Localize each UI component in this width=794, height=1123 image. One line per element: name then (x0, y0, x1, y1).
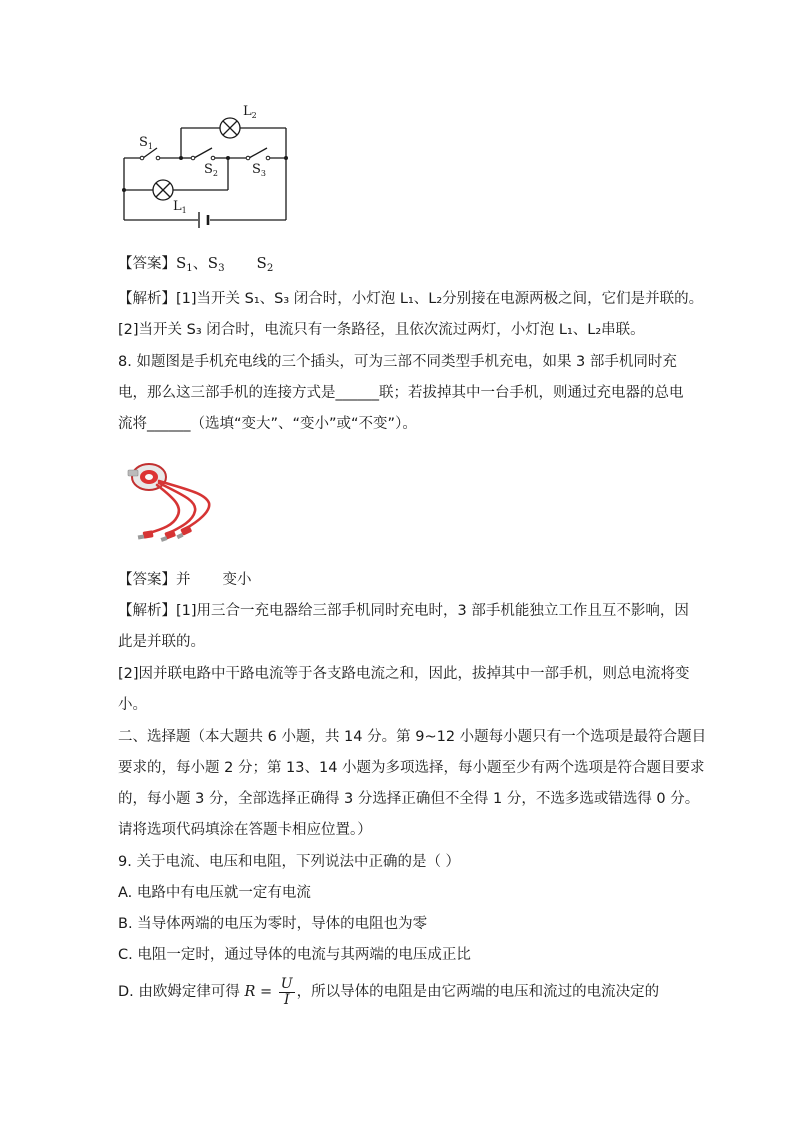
q9-option-a: A. 电路中有电压就一定有电流 (118, 885, 311, 901)
answer-tag: 【答案】 (118, 256, 176, 272)
q7-answer: 【答案】$S_1$、$S_3$ $S_2$ (118, 254, 274, 275)
section2-line-3: 的，每小题 3 分，全部选择正确得 3 分选择正确但不全得 1 分，不选多选或错选得 0 分。 (118, 791, 700, 807)
label-l1: $L_1$ (173, 199, 187, 215)
q9-option-b: B. 当导体两端的电压为零时，导体的电阻也为零 (118, 916, 428, 932)
q8-analysis-4: 小。 (118, 697, 147, 713)
q8-stem-1: 8. 如题图是手机充电线的三个插头，可为三部不同类型手机充电，如果 3 部手机同时充 (118, 354, 677, 370)
charging-cable-image (125, 455, 225, 550)
q8-analysis-3: [2]因并联电路中干路电流等于各支路电流之和，因此，拔掉其中一部手机，则总电流将变 (118, 666, 690, 682)
q8-analysis-2: 此是并联的。 (118, 634, 205, 650)
q9-option-d: D. 由欧姆定律可得 R = $\frac{U}{I}$ ，所以导体的电阻是由它两端的电压和流过的电流决定的 (118, 975, 660, 1008)
label-l2: $L_2$ (243, 104, 257, 120)
q8-stem-2: 电，那么这三部手机的连接方式是______联；若拔掉其中一台手机，则通过充电器的总电 (118, 385, 684, 401)
circuit-diagram (115, 100, 305, 230)
section2-line-4: 请将选项代码填涂在答题卡相应位置。） (118, 822, 372, 838)
q8-analysis-1: 【解析】[1]用三合一充电器给三部手机同时充电时，3 部手机能独立工作且互不影响，因 (118, 603, 689, 619)
label-s3: $S_3$ (252, 162, 266, 178)
ohm-law-fraction: $\frac{U}{I}$ (280, 975, 293, 1008)
q8-stem-3: 流将______（选填“变大”、“变小”或“不变”）。 (118, 416, 417, 432)
q9-option-c: C. 电阻一定时，通过导体的电流与其两端的电压成正比 (118, 947, 471, 963)
q7-analysis-1: 【解析】[1]当开关 S₁、S₃ 闭合时，小灯泡 L₁、L₂分别接在电源两极之间，它们是并联的。 (118, 291, 704, 307)
label-s1: $S_1$ (139, 135, 153, 151)
q9-stem: 9. 关于电流、电压和电阻，下列说法中正确的是（ ） (118, 854, 461, 870)
q7-analysis-2: [2]当开关 S₃ 闭合时，电流只有一条路径，且依次流过两灯，小灯泡 L₁、L₂串联。 (118, 322, 645, 338)
q8-answer: 【答案】并 变小 (118, 572, 252, 588)
section2-line-2: 要求的，每小题 2 分；第 13、14 小题为多项选择，每小题至少有两个选项是符合题目要求 (118, 760, 705, 776)
section2-line-1: 二、选择题（本大题共 6 小题，共 14 分。第 9~12 小题每小题只有一个选项是最符合题目 (118, 729, 707, 745)
label-s2: $S_2$ (204, 162, 218, 178)
